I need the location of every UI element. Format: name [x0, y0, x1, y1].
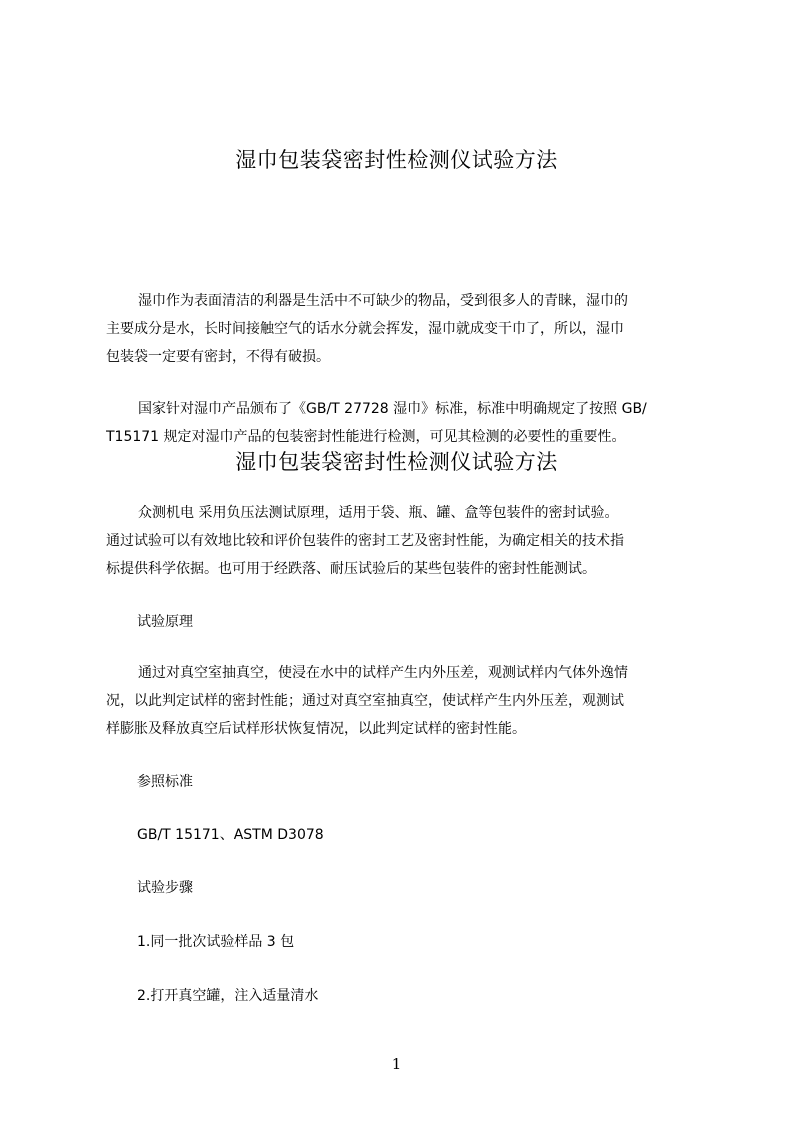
page-number: 1 [391, 1055, 402, 1073]
document-title: 湿巾包装袋密封性检测仪试验方法 [235, 148, 558, 172]
paragraph-principle [106, 659, 698, 743]
text-line: 通过试验可以有效地比较和评价包装件的密封工艺及密封性能，为确定相关的技术指 [106, 533, 624, 549]
text-line: 包装袋一定要有密封，不得有破损。 [106, 349, 330, 365]
step-item: 1.同一批次试验样品 3 包 [137, 934, 295, 950]
step-item: 2.打开真空罐，注入适量清水 [137, 988, 319, 1004]
heading-test-principle: 试验原理 [137, 614, 193, 630]
heading-reference-standards: 参照标准 [137, 774, 193, 790]
text-line: 众测机电 采用负压法测试原理，适用于袋、瓶、罐、盒等包装件的密封试验。 [138, 505, 619, 521]
text-line: 通过对真空室抽真空，使浸在水中的试样产生内外压差，观测试样内气体外逸情 [138, 665, 628, 681]
text-line: T15171 规定对湿巾产品的包装密封性能进行检测，可见其检测的必要性的重要性。 [106, 429, 626, 445]
heading-test-steps: 试验步骤 [137, 880, 193, 896]
text-line: 样膨胀及释放真空后试样形状恢复情况，以此判定试样的密封性能。 [106, 721, 526, 737]
paragraph-intro [106, 287, 698, 371]
text-line: 标提供科学依据。也可用于经跌落、耐压试验后的某些包装件的密封性能测试。 [106, 561, 596, 577]
paragraph-description [106, 499, 698, 583]
standards-list: GB/T 15171、ASTM D3078 [137, 827, 324, 843]
section-title: 湿巾包装袋密封性检测仪试验方法 [235, 450, 558, 474]
text-line: 况，以此判定试样的密封性能；通过对真空室抽真空，使试样产生内外压差，观测试 [106, 693, 624, 709]
paragraph-standard-note [106, 395, 698, 451]
text-line: 湿巾作为表面清洁的利器是生活中不可缺少的物品，受到很多人的青睐，湿巾的 [138, 293, 628, 309]
text-line: 主要成分是水，长时间接触空气的话水分就会挥发，湿巾就成变干巾了，所以，湿巾 [106, 321, 624, 337]
text-line: 国家针对湿巾产品颁布了《GB/T 27728 湿巾》标准，标准中明确规定了按照 GB/ [138, 401, 647, 417]
